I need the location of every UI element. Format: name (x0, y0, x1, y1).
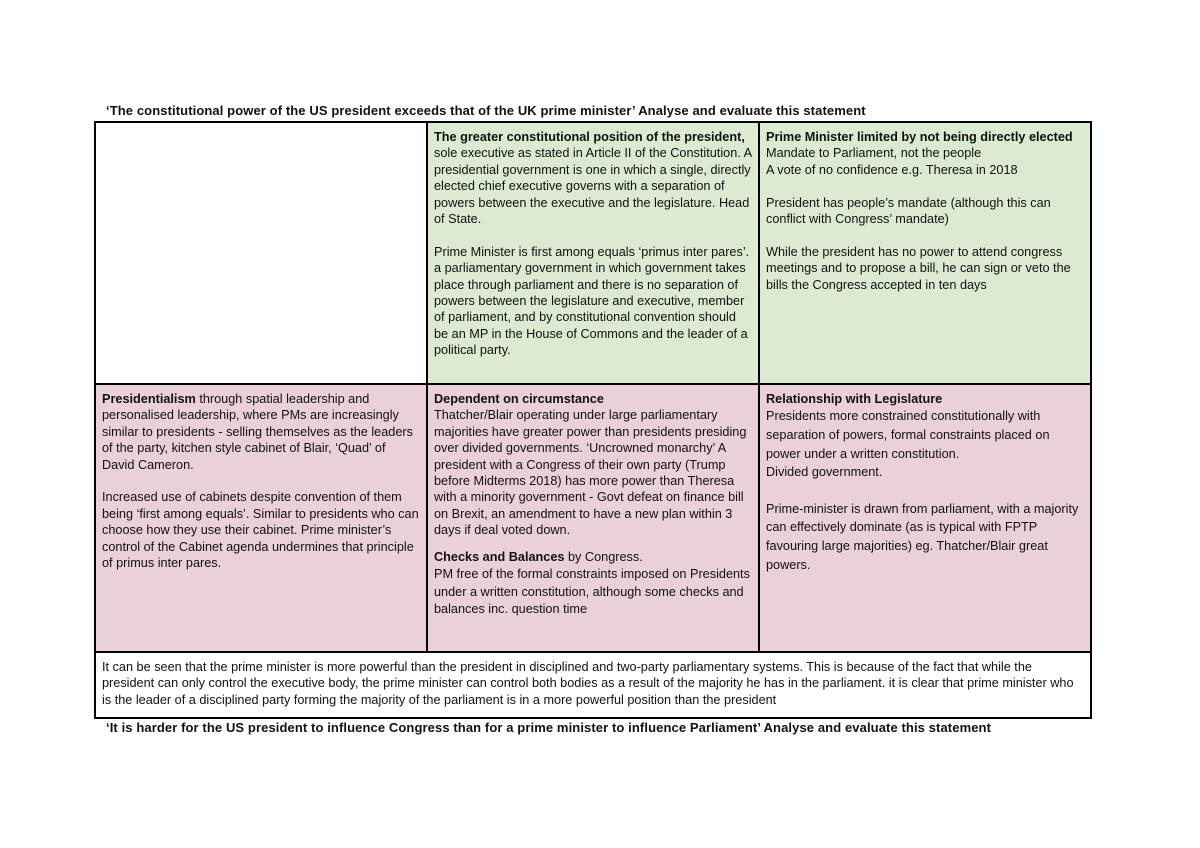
essay-question-heading: ‘The constitutional power of the US president exceeds that of the UK prime minister’ Analyse and evaluate this statement (106, 103, 866, 118)
cell-text: sole executive as stated in Article II of the Constitution. A presidential government is one in which a single, directly elected chief executive governs with a separation of powers between the executive and the legislature. Head of State. (434, 146, 752, 227)
cell-text: Prime Minister is first among equals ‘primus inter pares’. a parliamentary government in which government takes place through parliament and there is no separation of powers between the legislature and executive, member of parliament, and by constitutional convention should be an MP in the House of Commons and the leader of a political party. (434, 244, 750, 358)
cell-text: PM free of the formal constraints imposed on Presidents under a written constitution, although some checks and balances inc. question time (434, 567, 750, 617)
cell-text: A vote of no confidence e.g. Theresa in 2018 (766, 162, 1018, 177)
cell-text: Divided government. (766, 465, 883, 480)
cell-legislature (759, 384, 1091, 652)
cell-heading: Relationship with Legislature (766, 392, 943, 406)
table-row (95, 384, 1091, 652)
cell-text: Mandate to Parliament, not the people (766, 146, 982, 161)
conclusion-cell: It can be seen that the prime minister is more powerful than the president in disciplined and two-party parliamentary systems. This is because of the fact that while the president can only control the executive body, the prime minister can control both bodies as a result of the majority he has in the parliament. it is clear that prime minister who is the leader of a disciplined party forming the majority of the parliament is in a more powerful position than the president (95, 652, 1091, 718)
cell-presidentialism (95, 384, 427, 652)
cell-pm-not-elected (759, 122, 1091, 384)
cell-text: Prime-minister is drawn from parliament, with a majority can effectively dominate (as is typical with FPTP favouring large majorities) eg. Thatcher/Blair great powers. (766, 501, 1079, 572)
cell-president-position (427, 122, 759, 384)
cell-text: through spatial leadership and personalised leadership, where PMs are increasingly similar to presidents - selling themselves as the leaders of the party, kitchen style cabinet of Blair, ‘Quad’ of David Cameron. (102, 392, 413, 472)
cell-text: Presidents more constrained constitutionally with separation of powers, formal constraints placed on power under a written constitution. (766, 409, 1050, 461)
cell-text: by Congress. (564, 549, 643, 564)
table-row (95, 652, 1091, 718)
essay-plan-table (94, 121, 1092, 719)
table-row (95, 122, 1091, 384)
cell-text: While the president has no power to attend congress meetings and to propose a bill, he can sign or veto the bills the Congress accepted in ten days (766, 244, 1071, 292)
cell-heading: Dependent on circumstance (434, 392, 604, 406)
empty-cell (95, 122, 427, 384)
cell-heading: Prime Minister limited by not being directly elected (766, 130, 1073, 144)
cell-text: Increased use of cabinets despite convention of them being ‘first among equals’. Similar to presidents who can choose how they use their cabinet. Prime minister’s control of the Cabinet agenda undermines that principle of primus inter pares. (102, 490, 419, 571)
cell-heading: Checks and Balances (434, 549, 565, 564)
cell-text: President has people’s mandate (although this can conflict with Congress’ mandate) (766, 195, 1051, 227)
cell-paragraph (434, 549, 752, 567)
cell-heading: The greater constitutional position of the president, (434, 130, 745, 144)
next-essay-question-heading: ‘It is harder for the US president to influence Congress than for a prime minister to influence Parliament’ Analyse and evaluate this statement (106, 720, 992, 735)
cell-paragraph (434, 129, 752, 227)
cell-circumstance (427, 384, 759, 652)
cell-paragraph (102, 391, 420, 473)
cell-heading: Presidentialism (102, 392, 196, 406)
cell-text: Thatcher/Blair operating under large parliamentary majorities have greater power than presidents presiding over divided governments. ‘Uncrowned monarchy’ A president with a Congress of their own party (Trump before Midterms 2018) has more power than Theresa with a minority government - Govt defeat on finance bill on Brexit, an amendment to have a new plan within 3 days if deal voted down. (434, 408, 747, 538)
